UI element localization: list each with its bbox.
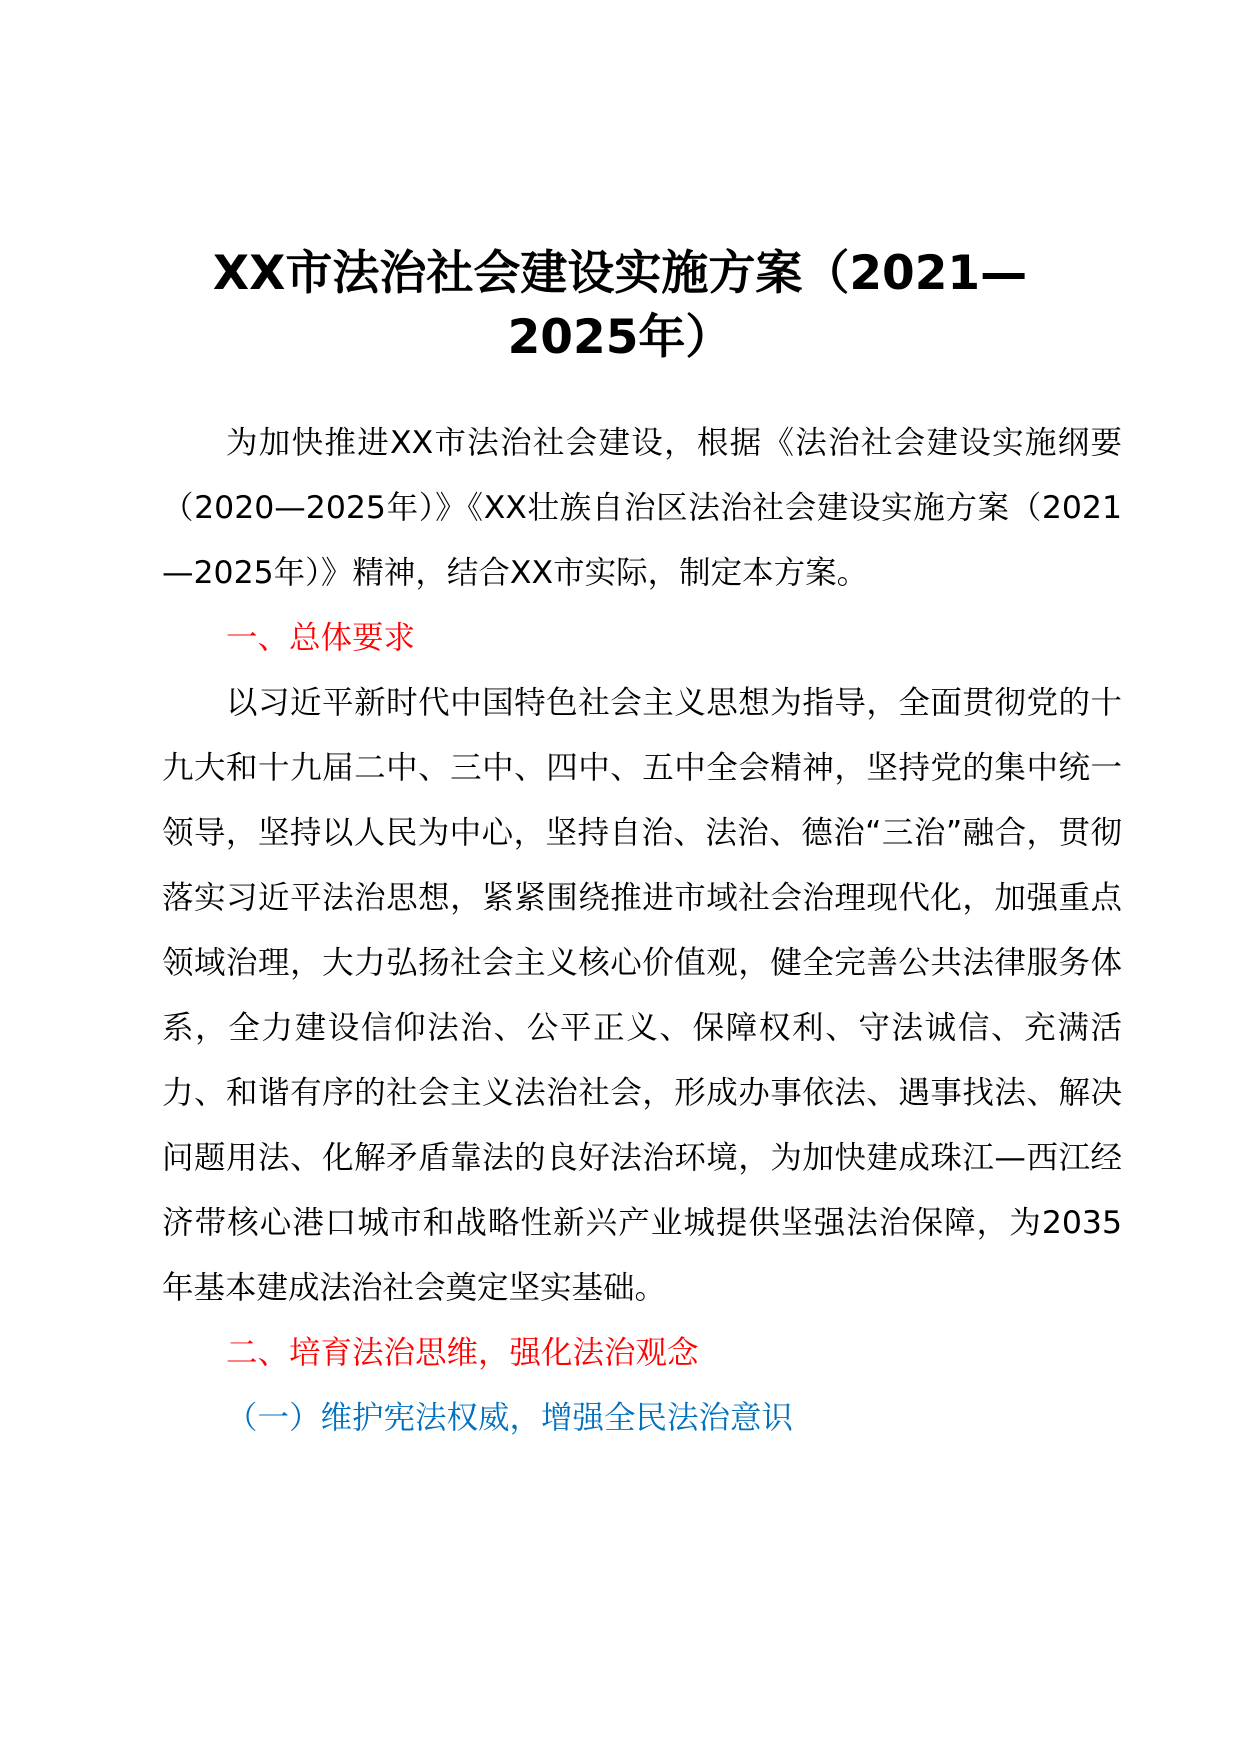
section-2-heading: 二、培育法治思维，强化法治观念 xyxy=(226,1335,699,1371)
document-body xyxy=(162,411,1122,1451)
section-2-subheading-1: （一）维护宪法权威，增强全民法治意识 xyxy=(226,1400,794,1436)
section-1-body: 以习近平新时代中国特色社会主义思想为指导，全面贯彻党的十九大和十九届二中、三中、四中、五中全会精神，坚持党的集中统一领导，坚持以人民为中心，坚持自治、法治、德治“三治”融合，贯彻落实习近平法治思想，紧紧围绕推进市域社会治理现代化，加强重点领域治理，大力弘扬社会主义核心价值观，健全完善公共法律服务体系，全力建设信仰法治、公平正义、保障权利、守法诚信、充满活力、和谐有序的社会主义法治社会，形成办事依法、遇事找法、解决问题用法、化解矛盾靠法的良好法治环境，为加快建成珠江—西江经济带核心港口城市和战略性新兴产业城提供坚强法治保障，为2035年基本建成法治社会奠定坚实基础。 xyxy=(162,685,1122,1306)
section-1-heading: 一、总体要求 xyxy=(226,620,416,656)
intro-paragraph: 为加快推进XX市法治社会建设，根据《法治社会建设实施纲要（2020—2025年）》《XX壮族自治区法治社会建设实施方案（2021—2025年）》精神，结合XX市实际，制定本方案。 xyxy=(162,425,1122,591)
document-title: XX市法治社会建设实施方案（2021—2025年） xyxy=(212,246,1028,365)
